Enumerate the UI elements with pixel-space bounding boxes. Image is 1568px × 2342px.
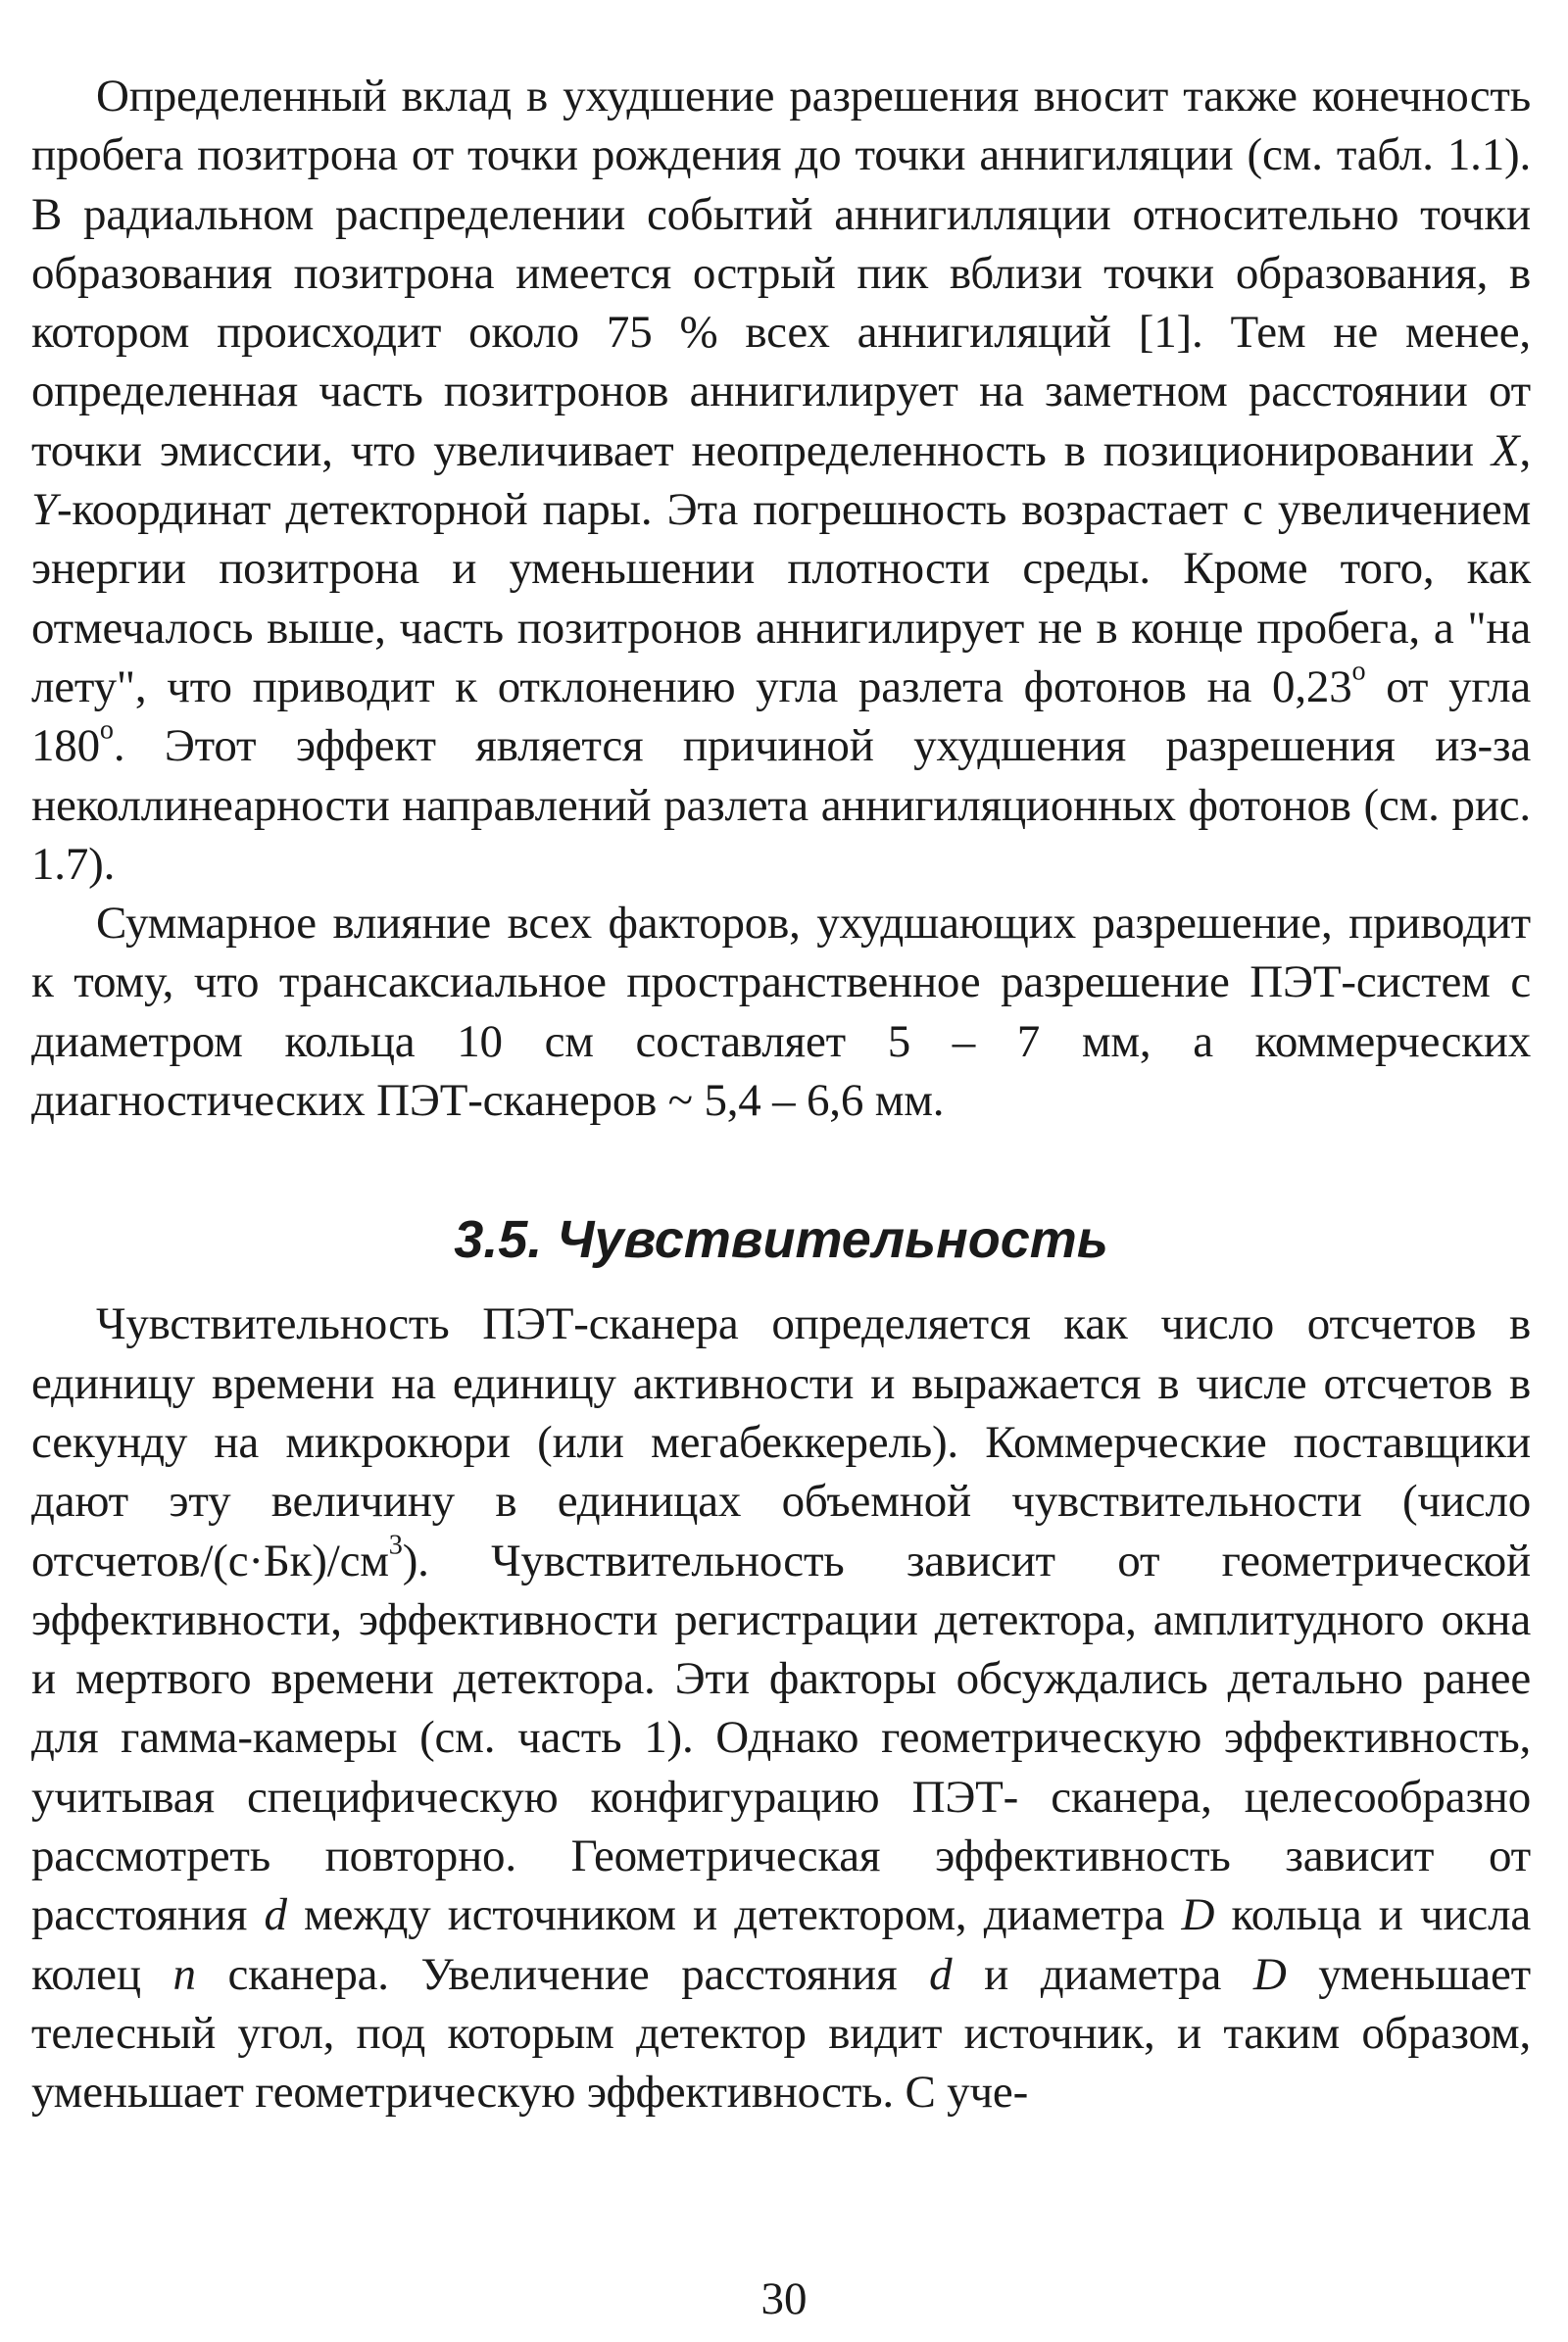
text-run: Чувствительность ПЭТ-сканера определяется как число отсчетов в единицу времени на единицу активности и выражается в числе отсчетов в секунду на микрокюри (или мегабеккерель). Коммерческие поставщики дают эту величину в единицах объемной чувствительности (число отсчетов/(с·Бк)/см [31, 1298, 1531, 1586]
text-run: кольца и числа колец [31, 1889, 1531, 2000]
section-heading-wrap [31, 1210, 1531, 1269]
paragraph-total-resolution [31, 894, 1531, 1130]
text-run: Суммарное влияние всех факторов, ухудшающих разрешение, приводит к тому, что трансаксиальное пространственное разрешение ПЭТ-систем с диаметром кольца 10 см составляет 5 – 7 мм, а коммерческих диагностических ПЭТ-сканеров ~ 5,4 – 6,6 мм. [31, 898, 1531, 1127]
text-run: уменьшает телесный угол, под которым детектор видит источник, и таким образом, уменьшает геометрическую эффективность. С уче- [31, 1948, 1531, 2119]
italic-D: D [1252, 1948, 1287, 2000]
text-run: ). Чувствительность зависит от геометрической эффективности, эффективности регистрации детектора, амплитудного окна и мертвого времени детектора. Эти факторы обсуждались детально ранее для гамма-камеры (см. часть 1). Однако геометрическую эффективность, учитывая специфическую конфигурацию ПЭТ- сканера, целесообразно рассмотреть повторно. Геометрическая эффективность зависит от расстояния [31, 1535, 1531, 1941]
text-run: сканера. Увеличение расстояния [195, 1948, 930, 2000]
text-run: . Этот эффект является причиной ухудшения разрешения из-за неколлинеарности направлений разлета аннигиляционных фотонов (см. рис. 1.7). [31, 720, 1531, 890]
text-run: Определенный вклад в ухудшение разрешения вносит также конечность пробега позитрона от точки рождения до точки аннигиляции (см. табл. 1.1). В радиальном распределении событий аннигилляции относительно точки образования позитрона имеется острый пик вблизи точки образования, в котором происходит около 75 % всех аннигиляций [1]. Тем не менее, определенная часть позитронов аннигилирует на заметном расстоянии от точки эмиссии, что увеличивает неопределенность в позиционировании [31, 71, 1531, 476]
text-run: между источником и детектором, диаметра [286, 1889, 1182, 1941]
italic-d: d [929, 1948, 953, 2000]
degree-sign: o [1351, 656, 1366, 687]
italic-n: n [172, 1948, 196, 2000]
italic-y: Y [31, 484, 57, 536]
section-heading: 3.5. Чувствительность [454, 1210, 1108, 1270]
page-number: 30 [760, 2273, 808, 2324]
italic-x: X [1491, 424, 1520, 476]
degree-sign: o [99, 714, 114, 746]
text-run: от угла 180 [31, 660, 1531, 772]
superscript-3: 3 [388, 1529, 403, 1560]
text-run: и диаметра [952, 1948, 1253, 2000]
text-run: , [1519, 424, 1531, 476]
paragraph-positron-range [31, 67, 1531, 894]
italic-D: D [1181, 1889, 1215, 1941]
italic-d: d [264, 1889, 287, 1941]
paragraph-sensitivity [31, 1294, 1531, 2122]
text-run: -координат детекторной пары. Эта погрешность возрастает с увеличением энергии позитрона и уменьшении плотности среды. Кроме того, как отмечалось выше, часть позитронов аннигилирует не в конце пробега, а "на лету", что приводит к отклонению угла разлета фотонов на 0,23 [31, 484, 1531, 712]
page-content [31, 67, 1531, 2122]
